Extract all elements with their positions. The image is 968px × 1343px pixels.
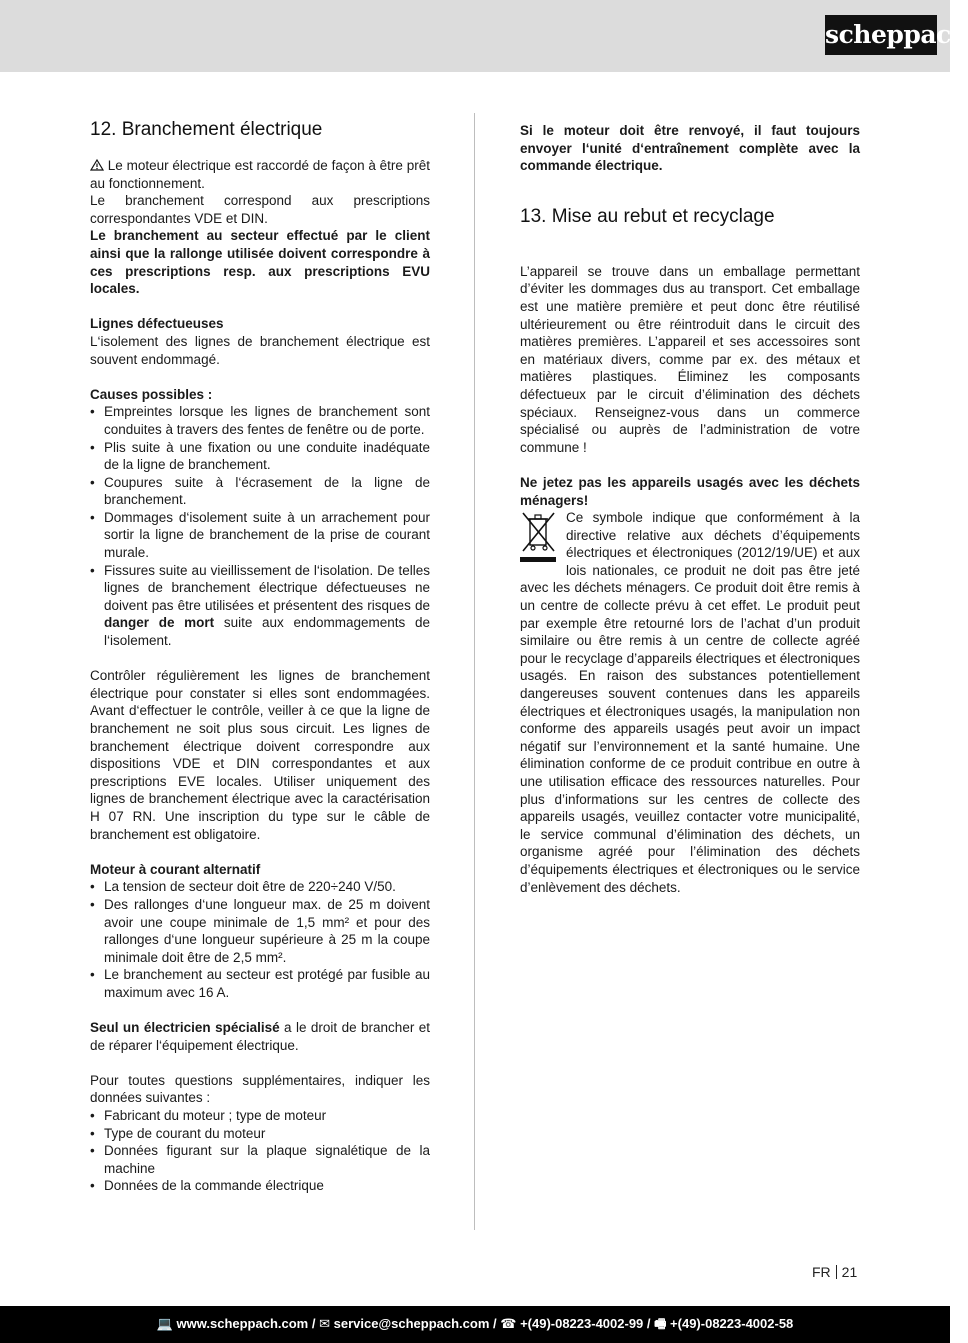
- right-column: [520, 122, 860, 896]
- list-item: [90, 562, 430, 650]
- intro-warning: [90, 157, 430, 192]
- questions-list: [90, 1107, 430, 1195]
- causes-title: Causes possibles :: [90, 386, 213, 402]
- website-link[interactable]: www.scheppach.com /: [176, 1316, 316, 1331]
- questions-text: Pour toutes questions supplémentaires, indiquer les données suivantes :: [90, 1072, 430, 1106]
- footer-bar: [0, 1306, 950, 1343]
- list-item: • Des rallonges d‘une longueur max. de 25 m doivent avoir une coupe minimale de 1,5 mm² et pour des rallonges d‘une longueur supérieure à 25 m la coupe minimale doit être de 2,5 mm².: [90, 896, 430, 966]
- control-text: Contrôler régulièrement les lignes de branchement électrique pour constater si elles sont endommagées. Avant d‘effectuer le contrôle, veiller à ce que la ligne de branchement ne soit plus sous circuit. Les lignes de branchement électrique doivent correspondre aux dispositions VDE et DIN correspondantes et aux prescriptions EVE locales. Utiliser uniquement des lignes de branchement électrique avec la caractérisation H 07 RN. Une inscription du type sur le câble de branchement est obligatoire.: [90, 668, 430, 842]
- header-bar: [0, 0, 968, 72]
- causes-list: [90, 403, 430, 649]
- list-item: • Coupures suite à l‘écrasement de la ligne de branchement.: [90, 474, 430, 509]
- warning-icon: [90, 158, 104, 173]
- defective-title: Lignes défectueuses: [90, 316, 224, 332]
- intro-text: Le branchement correspond aux prescriptions correspondantes VDE et DIN.: [90, 193, 430, 226]
- cause5-after: suite aux endommagements de l‘isolement.: [104, 615, 430, 649]
- phone-number: +(49)-08223-4002-99 /: [520, 1316, 651, 1331]
- mail-icon: ✉: [319, 1316, 330, 1331]
- list-item: • La tension de secteur doit être de 220÷240 V/50.: [90, 878, 430, 896]
- intro-bold: Le branchement au secteur effectué par le client ainsi que la rallonge utilisée doivent correspondre à ces prescriptions resp. aux prescriptions EVU locales.: [90, 228, 430, 297]
- electrician-note: [90, 1019, 430, 1054]
- section-12-heading: 12. Branchement électrique: [90, 119, 323, 140]
- column-divider: [474, 113, 475, 1230]
- return-note: Si le moteur doit être renvoyé, il faut toujours envoyer l‘unité d‘entraînement complète avec la commande électrique.: [520, 123, 860, 174]
- electrician-rest: a le droit de brancher et de réparer l‘équipement électrique.: [90, 1020, 431, 1053]
- ac-motor-title: Moteur à courant alternatif: [90, 861, 261, 877]
- list-item: • Données de la commande électrique: [90, 1177, 430, 1195]
- list-item: • Fabricant du moteur ; type de moteur: [90, 1107, 430, 1125]
- cause5-text: Fissures suite au vieillissement de l‘isolation. De telles lignes de branchement électrique défectueuses ne doivent pas être utilisées et présentent des risques de: [104, 562, 430, 613]
- section-13-heading: 13. Mise au rebut et recyclage: [520, 205, 775, 227]
- list-item: • Dommages d‘isolement suite à un arrachement pour sortir la ligne de branchement de la prise de courant murale.: [90, 509, 430, 562]
- crossed-bin-icon: [520, 509, 558, 569]
- fax-number: +(49)-08223-4002-58: [670, 1316, 794, 1331]
- defective-text: L‘isolement des lignes de branchement électrique est souvent endommagé.: [90, 333, 430, 367]
- fax-icon: 🖷: [654, 1316, 667, 1331]
- brand-logo: scheppach: [825, 15, 937, 55]
- list-item: • Données figurant sur la plaque signalétique de la machine: [90, 1142, 430, 1177]
- phone-icon: ☎: [500, 1316, 517, 1331]
- page-number: [812, 1264, 857, 1280]
- weee-title: Ne jetez pas les appareils usagés avec les déchets ménagers!: [520, 474, 860, 508]
- email-link[interactable]: service@scheppach.com /: [333, 1316, 497, 1331]
- electrician-bold: Seul un électricien spécialisé: [90, 1020, 280, 1036]
- list-item: • Le branchement au secteur est protégé par fusible au maximum avec 16 A.: [90, 966, 430, 1001]
- list-item: • Type de courant du moteur: [90, 1125, 430, 1143]
- weee-text: Ce symbole indique que conformément à la directive relative aux déchets d’équipements électriques et électroniques (2012/19/UE) et aux lois nationales, ce produit ne doit pas être jeté avec les déchets ménagers. Ce produit doit être remis à un centre de collecte prévu à cet effet. Le produit peut par exemple être retourné lors de l’achat d’un produit similaire ou être remis à un centre de collecte agréé pour le recyclage d’appareils électriques et électroniques usagés. En raison des substances potentiellement dangereuses souvent contenues dans les appareils électriques et électroniques usagés, la manipulation non conforme des appareils usagés peut avoir un impact négatif sur l’environnement et la santé humaine. Une élimination conforme de ce produit contribue en outre à une utilisation efficace des ressources naturelles. Pour plus d’informations sur les centres de collecte des appareils usagés, veuillez contacter votre municipalité, le service communal d’élimination des déchets, un organisme agréé pour l’élimination des déchets d’équipements électriques et électroniques ou le service d’enlèvement des déchets.: [520, 510, 860, 895]
- list-item: • Empreintes lorsque les lignes de branchement sont conduites à travers des fentes de fenêtre ou de porte.: [90, 403, 430, 438]
- page-number-value: 21: [841, 1264, 858, 1280]
- page-lang: FR: [812, 1264, 831, 1280]
- cause5-bold: danger de mort: [104, 615, 215, 631]
- left-column: [90, 118, 430, 1195]
- list-item: • Plis suite à une fixation ou une conduite inadéquate de la ligne de branchement.: [90, 439, 430, 474]
- computer-icon: 💻: [156, 1316, 173, 1331]
- packaging-text: L’appareil se trouve dans un emballage permettant d’éviter les dommages dus au transport. Cet emballage est une matière première et peut donc être réutilisé ultérieurement ou être réintroduit dans le circuit des matières premières. L’appareil et ses accessoires sont en matériaux divers, comme par ex. des métaux et matières plastiques. Éliminez les composants défectueux par le circuit d’élimination des déchets spéciaux. Renseignez-vous dans un commerce spécialisé ou auprès de l’administration de votre commune !: [520, 263, 860, 455]
- intro-warning-text: Le moteur électrique est raccordé de façon à être prêt au fonctionnement.: [90, 158, 430, 191]
- ac-motor-list: [90, 878, 430, 1001]
